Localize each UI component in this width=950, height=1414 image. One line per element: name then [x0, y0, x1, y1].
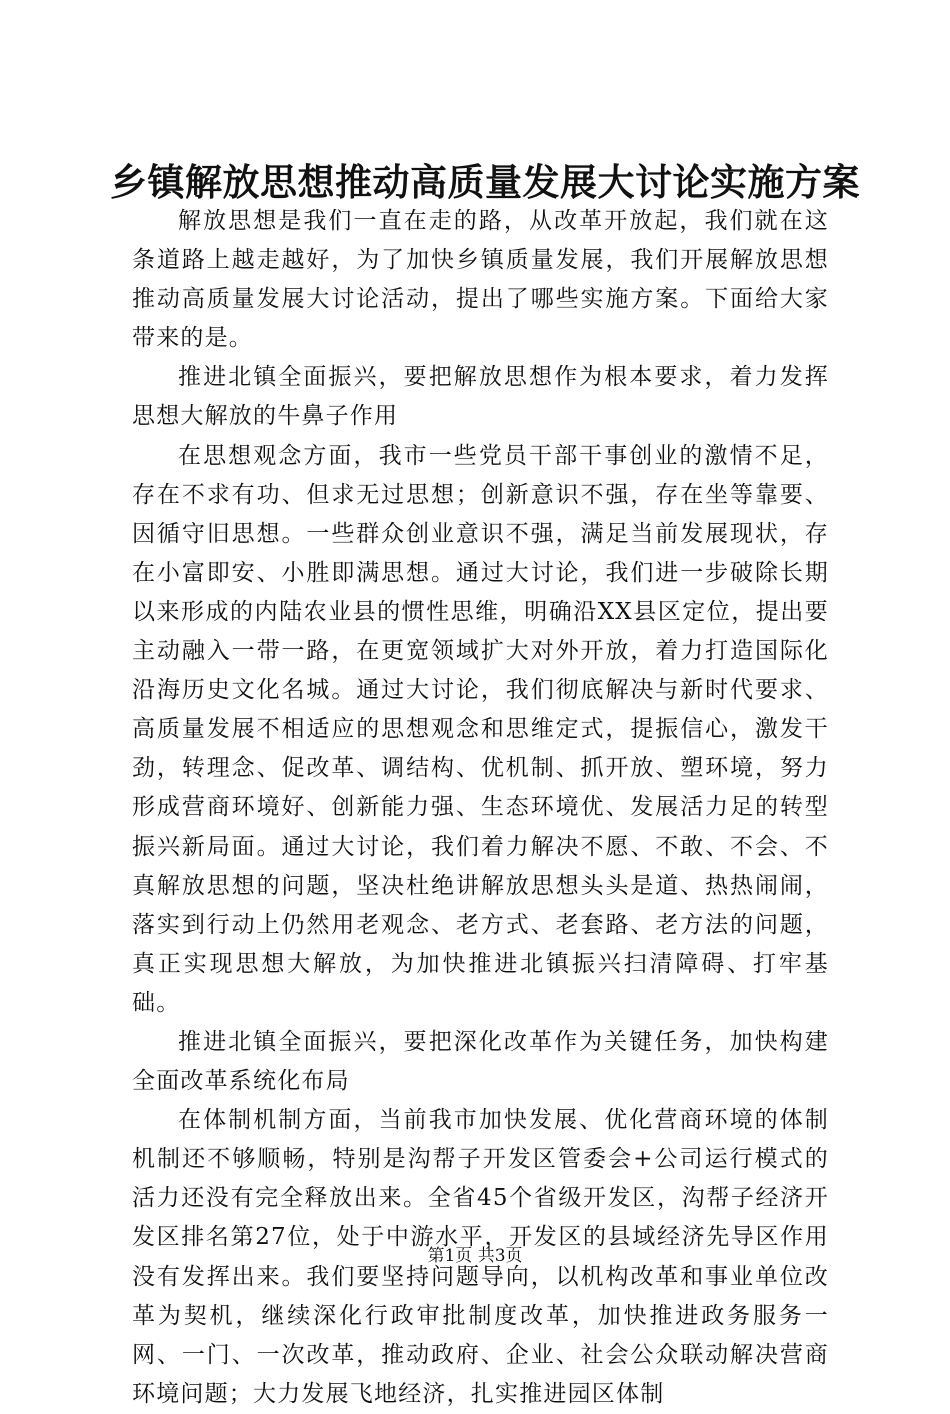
document-title: 乡镇解放思想推动高质量发展大讨论实施方案 [110, 160, 860, 204]
page-number-footer: 第1页 共3页 [427, 1246, 523, 1266]
paragraph-heading-2: 推进北镇全面振兴，要把深化改革作为关键任务，加快构建全面改革系统化布局 [132, 1028, 829, 1095]
document-body [132, 202, 829, 1414]
paragraph-system: 在体制机制方面，当前我市加快发展、优化营商环境的体制机制还不够顺畅，特别是沟帮子开发区管委会+公司运行模式的活力还没有完全释放出来。全省45个省级开发区，沟帮子经济开发区排名第27位，处于中游水平，开发区的县域经济先导区作用没有发挥出来。我们要坚持问题导向，以机构改革和事业单位改革为契机，继续深化行政审批制度改革，加快推进政务服务一网、一门、一次改革，推动政府、企业、社会公众联动解决营商环境问题；大力发展飞地经济，扎实推进园区体制 [132, 1107, 829, 1407]
paragraph-intro: 解放思想是我们一直在走的路，从改革开放起，我们就在这条道路上越走越好，为了加快乡镇质量发展，我们开展解放思想推动高质量发展大讨论活动，提出了哪些实施方案。下面给大家带来的是。 [132, 208, 829, 352]
paragraph-thought: 在思想观念方面，我市一些党员干部干事创业的激情不足，存在不求有功、但求无过思想；创新意识不强，存在坐等靠要、因循守旧思想。一些群众创业意识不强，满足当前发展现状，存在小富即安、小胜即满思想。通过大讨论，我们进一步破除长期以来形成的内陆农业县的惯性思维，明确沿XX县区定位，提出要主动融入一带一路，在更宽领域扩大对外开放，着力打造国际化沿海历史文化名城。通过大讨论，我们彻底解决与新时代要求、高质量发展不相适应的思想观念和思维定式，提振信心，激发干劲，转理念、促改革、调结构、优机制、抓开放、塑环境，努力形成营商环境好、创新能力强、生态环境优、发展活力足的转型振兴新局面。通过大讨论，我们着力解决不愿、不敢、不会、不真解放思想的问题，坚决杜绝讲解放思想头头是道、热热闹闹，落实到行动上仍然用老观念、老方式、老套路、老方法的问题，真正实现思想大解放，为加快推进北镇振兴扫清障碍、打牢基础。 [132, 442, 829, 1016]
paragraph-heading-1: 推进北镇全面振兴，要把解放思想作为根本要求，着力发挥思想大解放的牛鼻子作用 [132, 364, 829, 430]
